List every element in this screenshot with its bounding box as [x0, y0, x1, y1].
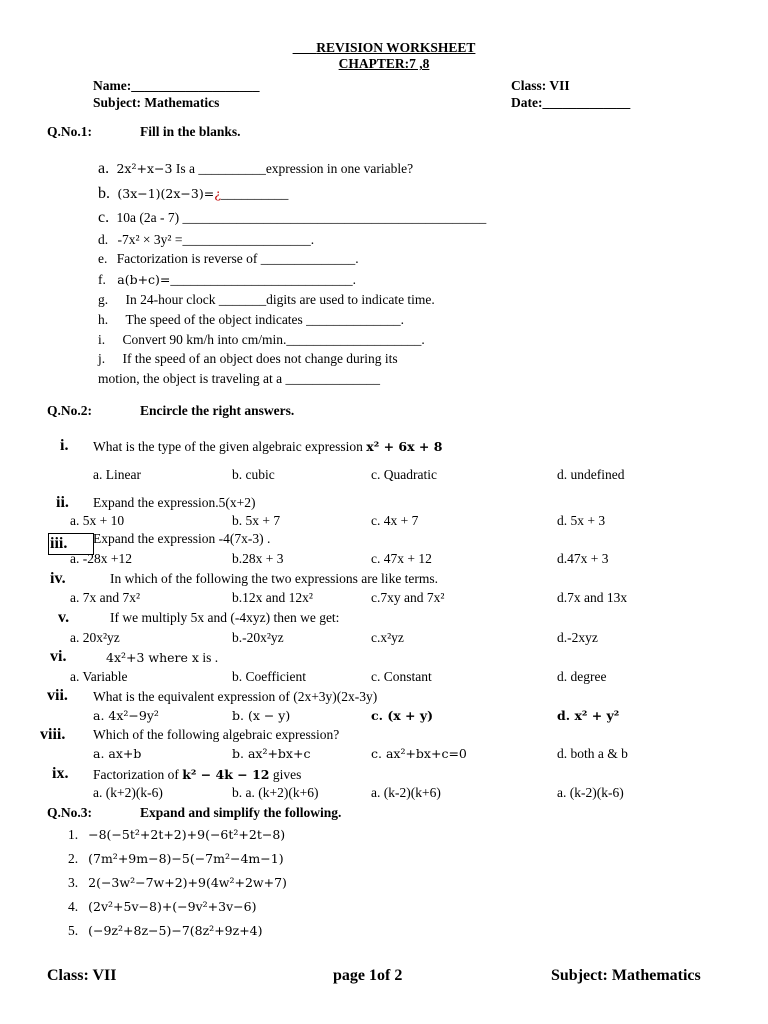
q2-ii-option-d[interactable]: d. 5x + 3	[557, 513, 606, 528]
q3-item-3	[68, 875, 287, 891]
q2-vi-option-c[interactable]: c. Constant	[371, 669, 432, 684]
q2-vii-option-b[interactable]: b. (x − y)	[232, 708, 291, 723]
q2-ix-option-d[interactable]: a. (k-2)(k-6)	[557, 785, 624, 800]
question-text: What is the type of the given algebraic expression	[93, 439, 367, 454]
q2-iv-option-b[interactable]: b.12x and 12x²	[232, 590, 313, 605]
q1-item-h	[98, 312, 404, 328]
question-math: 4x²+3 where x	[106, 650, 199, 665]
question-math: k² − 4k − 12	[182, 767, 270, 782]
subject-label: Subject: Mathematics	[93, 95, 220, 110]
q3-title: Expand and simplify the following.	[140, 805, 342, 820]
item-text: ___________________________.	[170, 272, 357, 287]
item-text: Is a __________expression in one variable?	[172, 161, 414, 176]
item-number: 5.	[68, 923, 79, 938]
q2-viii-number: viii.	[40, 726, 66, 743]
q2-iv-number: iv.	[50, 570, 66, 587]
item-expression: 2(−3w²−7w+2)+9(4w²+2w+7)	[88, 875, 287, 890]
q2-i-question	[93, 439, 442, 455]
q2-ii-option-b[interactable]: b. 5x + 7	[232, 513, 281, 528]
q1-item-b	[98, 185, 288, 203]
item-text: In 24-hour clock _______digits are used to indicate time.	[125, 292, 435, 307]
item-math: (3x−1)(2x−3)=	[117, 186, 215, 201]
q2-iv-option-d[interactable]: d.7x and 13x	[557, 590, 628, 605]
q2-iii-option-c[interactable]: c. 47x + 12	[371, 551, 432, 566]
q2-i-option-d[interactable]: d. undefined	[557, 467, 625, 482]
date-field: Date:_____________	[511, 95, 631, 110]
q1-item-c	[98, 209, 486, 227]
item-letter: g.	[98, 292, 109, 307]
item-number: 1.	[68, 827, 79, 842]
q2-iii-option-d[interactable]: d.47x + 3	[557, 551, 609, 566]
item-text: If the speed of an object does not change during its	[122, 351, 398, 366]
item-text: Convert 90 km/h into cm/min.____________________.	[122, 332, 425, 347]
q1-number: Q.No.1:	[47, 124, 92, 139]
q2-ix-option-b[interactable]: b. a. (k+2)(k+6)	[232, 785, 319, 800]
q2-vi-option-b[interactable]: b. Coefficient	[232, 669, 306, 684]
q3-item-1	[68, 827, 285, 843]
question-text: Factorization of	[93, 767, 183, 782]
footer-subject: Subject: Mathematics	[551, 967, 701, 984]
item-text: The speed of the object indicates ______________.	[125, 312, 405, 327]
item-letter: c.	[98, 209, 110, 226]
q2-iii-number: iii.	[50, 535, 92, 553]
q2-iii-question: Expand the expression -4(7x-3) .	[93, 531, 271, 546]
footer-page-number: page 1of 2	[333, 967, 403, 984]
q2-ix-question	[93, 767, 301, 783]
q2-i-number: i.	[60, 437, 69, 454]
q2-viii-option-c[interactable]: c. ax²+bx+c=0	[371, 746, 467, 761]
item-letter: d.	[98, 232, 109, 247]
item-number: 2.	[68, 851, 79, 866]
q3-item-2	[68, 851, 284, 867]
q2-vi-option-a[interactable]: a. Variable	[70, 669, 128, 684]
footer-class: Class: VII	[47, 967, 117, 984]
q2-iii-option-b[interactable]: b.28x + 3	[232, 551, 284, 566]
q2-iv-question: In which of the following the two expressions are like terms.	[110, 571, 439, 586]
q2-vii-number: vii.	[47, 687, 68, 704]
item-math: a(b+c)=	[117, 272, 171, 287]
q1-item-j	[98, 351, 398, 367]
question-math: x² + 6x + 8	[366, 439, 443, 454]
q2-i-option-c[interactable]: c. Quadratic	[371, 467, 437, 482]
item-letter: i.	[98, 332, 106, 347]
q2-vii-option-d[interactable]: d. x² + y²	[557, 708, 620, 723]
q2-viii-option-d[interactable]: d. both a & b	[557, 746, 628, 761]
q2-v-question: If we multiply 5x and (-4xyz) then we get:	[110, 610, 340, 625]
q2-iv-option-c[interactable]: c.7xy and 7x²	[371, 590, 445, 605]
q1-title: Fill in the blanks.	[140, 124, 241, 139]
q1-item-d	[98, 232, 314, 248]
item-letter: j.	[98, 351, 106, 366]
q2-iv-option-a[interactable]: a. 7x and 7x²	[70, 590, 141, 605]
q1-item-e	[98, 251, 359, 267]
question-text-end: gives	[269, 767, 302, 782]
q2-v-option-b[interactable]: b.-20x²yz	[232, 630, 284, 645]
item-error-glyph: ¿	[214, 186, 221, 201]
item-letter: a.	[98, 160, 110, 177]
q1-item-j-continued: motion, the object is traveling at a ______________	[98, 371, 380, 386]
q2-i-option-b[interactable]: b. cubic	[232, 467, 275, 482]
q2-ii-number: ii.	[56, 494, 69, 511]
q2-title: Encircle the right answers.	[140, 403, 295, 418]
q2-v-option-a[interactable]: a. 20x²yz	[70, 630, 120, 645]
item-letter: e.	[98, 251, 108, 266]
q1-item-f	[98, 272, 356, 288]
item-expression: −8(−5t²+2t+2)+9(−6t²+2t−8)	[88, 827, 286, 842]
q3-item-4	[68, 899, 256, 915]
q2-vi-question	[106, 650, 218, 666]
item-expression: (−9z²+8z−5)−7(8z²+9z+4)	[88, 923, 263, 938]
item-letter: f.	[98, 272, 106, 287]
q2-ix-option-a[interactable]: a. (k+2)(k-6)	[93, 785, 163, 800]
q3-number: Q.No.3:	[47, 805, 92, 820]
item-math: 2x²+x−3	[116, 161, 173, 176]
item-expression: (7m²+9m−8)−5(−7m²−4m−1)	[88, 851, 284, 866]
name-field: Name:___________________	[93, 78, 260, 93]
q2-v-option-c[interactable]: c.x²yz	[371, 630, 404, 645]
q2-viii-option-a[interactable]: a. ax+b	[93, 746, 142, 761]
q2-vii-option-a[interactable]: a. 4x²−9y²	[93, 708, 159, 723]
q2-viii-option-b[interactable]: b. ax²+bx+c	[232, 746, 311, 761]
item-number: 3.	[68, 875, 79, 890]
item-text: 10a (2a - 7) _____________________________________________	[116, 210, 487, 225]
q2-vi-option-d[interactable]: d. degree	[557, 669, 607, 684]
item-text: Factorization is reverse of ______________.	[116, 251, 359, 266]
worksheet-title	[0, 40, 768, 56]
q2-ix-option-c[interactable]: a. (k-2)(k+6)	[371, 785, 441, 800]
q2-iii-option-a[interactable]: a. -28x +12	[70, 551, 132, 566]
worksheet-title-text: REVISION WORKSHEET	[316, 40, 476, 55]
q2-viii-question: Which of the following algebraic expression?	[93, 727, 340, 742]
q3-item-5	[68, 923, 263, 939]
q2-ii-question: Expand the expression.5(x+2)	[93, 495, 256, 510]
item-letter: b.	[98, 185, 110, 202]
q1-item-i	[98, 332, 425, 348]
q2-ix-number: ix.	[52, 765, 69, 782]
q2-vii-question: What is the equivalent expression of (2x+3y)(2x-3y)	[93, 689, 378, 704]
class-label: Class: VII	[511, 78, 570, 93]
q2-v-number: v.	[58, 609, 70, 626]
q2-v-option-d[interactable]: d.-2xyz	[557, 630, 598, 645]
q2-number: Q.No.2:	[47, 403, 92, 418]
item-number: 4.	[68, 899, 79, 914]
item-text: -7x² × 3y² =___________________.	[117, 232, 315, 247]
item-letter: h.	[98, 312, 109, 327]
q2-ii-option-a[interactable]: a. 5x + 10	[70, 513, 125, 528]
chapter-title: CHAPTER:7 ,8	[338, 56, 430, 71]
q1-item-g	[98, 292, 435, 308]
question-text: is .	[198, 650, 219, 665]
q2-vii-option-c[interactable]: c. (x + y)	[371, 708, 434, 723]
q2-i-option-a[interactable]: a. Linear	[93, 467, 141, 482]
q1-item-a	[98, 160, 413, 178]
q2-ii-option-c[interactable]: c. 4x + 7	[371, 513, 419, 528]
q2-vi-number: vi.	[50, 648, 67, 665]
item-text: __________	[220, 186, 289, 201]
item-expression: (2v²+5v−8)+(−9v²+3v−6)	[88, 899, 257, 914]
